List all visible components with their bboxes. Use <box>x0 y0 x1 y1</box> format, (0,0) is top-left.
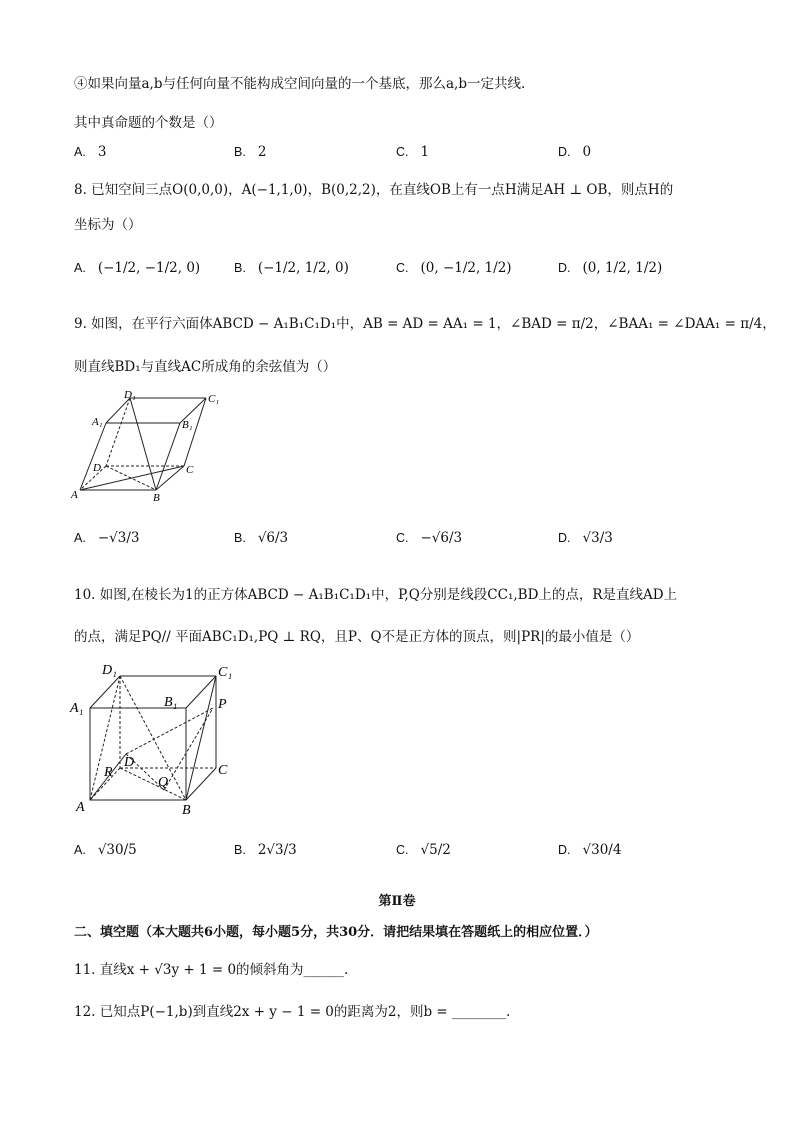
option-letter: C. <box>396 145 409 159</box>
cube-figure <box>68 656 248 816</box>
option-text: √5/2 <box>420 842 451 858</box>
option-text: (−1/2, −1/2, 0) <box>97 260 201 276</box>
q10-option-b <box>234 830 297 870</box>
option-text: 2√3/3 <box>257 842 297 858</box>
label-A1: A₁ <box>70 701 84 716</box>
label-A1: A₁ <box>92 416 103 428</box>
option-letter: B. <box>234 843 246 857</box>
option-letter: B. <box>234 145 246 159</box>
label-D: D <box>93 462 101 474</box>
option-text: √6/3 <box>257 530 289 546</box>
q9-option-d <box>558 518 613 558</box>
option-text: (−1/2, 1/2, 0) <box>257 260 349 276</box>
label-C: C <box>186 464 194 476</box>
q11-text: 11. 直线x + √3y + 1 = 0的倾斜角为______. <box>74 962 349 978</box>
q9-option-c <box>396 518 462 558</box>
option-letter: D. <box>558 145 571 159</box>
q7-option-a <box>74 132 106 172</box>
label-B1: B₁ <box>164 695 178 710</box>
q10-stem-line1: 10. 如图,在棱长为1的正方体ABCD − A₁B₁C₁D₁中，P,Q分别是线段CC₁,BD上的点，R是直线AD上 <box>74 587 678 603</box>
option-letter: B. <box>234 531 246 545</box>
q12-text: 12. 已知点P(−1,b)到直线2x + y − 1 = 0的距离为2，则b = ________. <box>74 1004 511 1020</box>
parallelepiped-figure <box>68 388 228 504</box>
option-letter: C. <box>396 261 409 275</box>
label-B: B <box>182 803 191 816</box>
option-text: 3 <box>97 144 107 160</box>
q9-options <box>74 518 734 558</box>
q10-option-a <box>74 830 137 870</box>
label-D1: D₁ <box>124 389 136 401</box>
section-header: 二、填空题（本大题共6小题，每小题5分，共30分．请把结果填在答题纸上的相应位置．） <box>74 925 598 940</box>
q10-option-c <box>396 830 451 870</box>
option-text: √30/5 <box>97 842 137 858</box>
q7-statement-4: ④如果向量a,b与任何向量不能构成空间向量的一个基底，那么a,b一定共线. <box>74 76 526 92</box>
q8-option-b <box>234 248 349 288</box>
option-text: √30/4 <box>582 842 622 858</box>
label-D1: D₁ <box>102 663 117 678</box>
q8-option-d <box>558 248 662 288</box>
label-C: C <box>218 763 228 778</box>
option-text: 2 <box>257 144 267 160</box>
option-letter: B. <box>234 261 246 275</box>
q10-options <box>74 830 734 870</box>
q8-stem-line1: 8. 已知空间三点O(0,0,0)，A(−1,1,0)，B(0,2,2)，在直线OB上有一点H满足AH ⊥ OB，则点H的 <box>74 182 674 198</box>
option-letter: A. <box>74 843 86 857</box>
option-text: 1 <box>420 144 430 160</box>
label-B1: B₁ <box>182 419 193 431</box>
q9-option-a <box>74 518 139 558</box>
q8-stem-line2: 坐标为（） <box>74 217 142 233</box>
q10-option-d <box>558 830 621 870</box>
option-letter: D. <box>558 261 571 275</box>
q7-options <box>74 132 734 172</box>
option-letter: D. <box>558 843 571 857</box>
q8-option-c <box>396 248 512 288</box>
label-R: R <box>104 765 113 780</box>
label-B: B <box>153 492 160 504</box>
label-A: A <box>76 800 85 815</box>
q10-stem-line2: 的点，满足PQ// 平面ABC₁D₁,PQ ⊥ RQ，且P、Q不是正方体的顶点，则|PR|的最小值是（） <box>74 629 640 645</box>
section-title: 第Ⅱ卷 <box>378 894 416 909</box>
option-letter: C. <box>396 843 409 857</box>
label-C1: C₁ <box>218 665 233 680</box>
label-D: D <box>124 755 135 770</box>
q7-option-c <box>396 132 429 172</box>
option-letter: A. <box>74 261 86 275</box>
q7-option-b <box>234 132 266 172</box>
option-letter: C. <box>396 531 409 545</box>
q8-options <box>74 248 734 288</box>
label-Q: Q <box>158 775 169 790</box>
q9-stem-line2: 则直线BD₁与直线AC所成角的余弦值为（） <box>74 359 337 375</box>
option-letter: A. <box>74 531 86 545</box>
q7-prompt: 其中真命题的个数是（） <box>74 115 223 131</box>
option-text: (0, −1/2, 1/2) <box>420 260 512 276</box>
option-text: √3/3 <box>582 530 613 546</box>
option-text: 0 <box>582 144 592 160</box>
option-text: −√3/3 <box>97 530 140 546</box>
q8-option-a <box>74 248 200 288</box>
label-P: P <box>218 697 227 712</box>
label-C1: C₁ <box>208 393 220 405</box>
label-A: A <box>71 489 78 501</box>
option-letter: A. <box>74 145 86 159</box>
q9-option-b <box>234 518 288 558</box>
option-text: (0, 1/2, 1/2) <box>582 260 663 276</box>
q9-stem-line1: 9. 如图，在平行六面体ABCD − A₁B₁C₁D₁中，AB = AD = AA₁ = 1，∠BAD = π/2，∠BAA₁ = ∠DAA₁ = π/4， <box>74 316 776 332</box>
option-text: −√6/3 <box>420 530 463 546</box>
option-letter: D. <box>558 531 571 545</box>
q7-option-d <box>558 132 591 172</box>
